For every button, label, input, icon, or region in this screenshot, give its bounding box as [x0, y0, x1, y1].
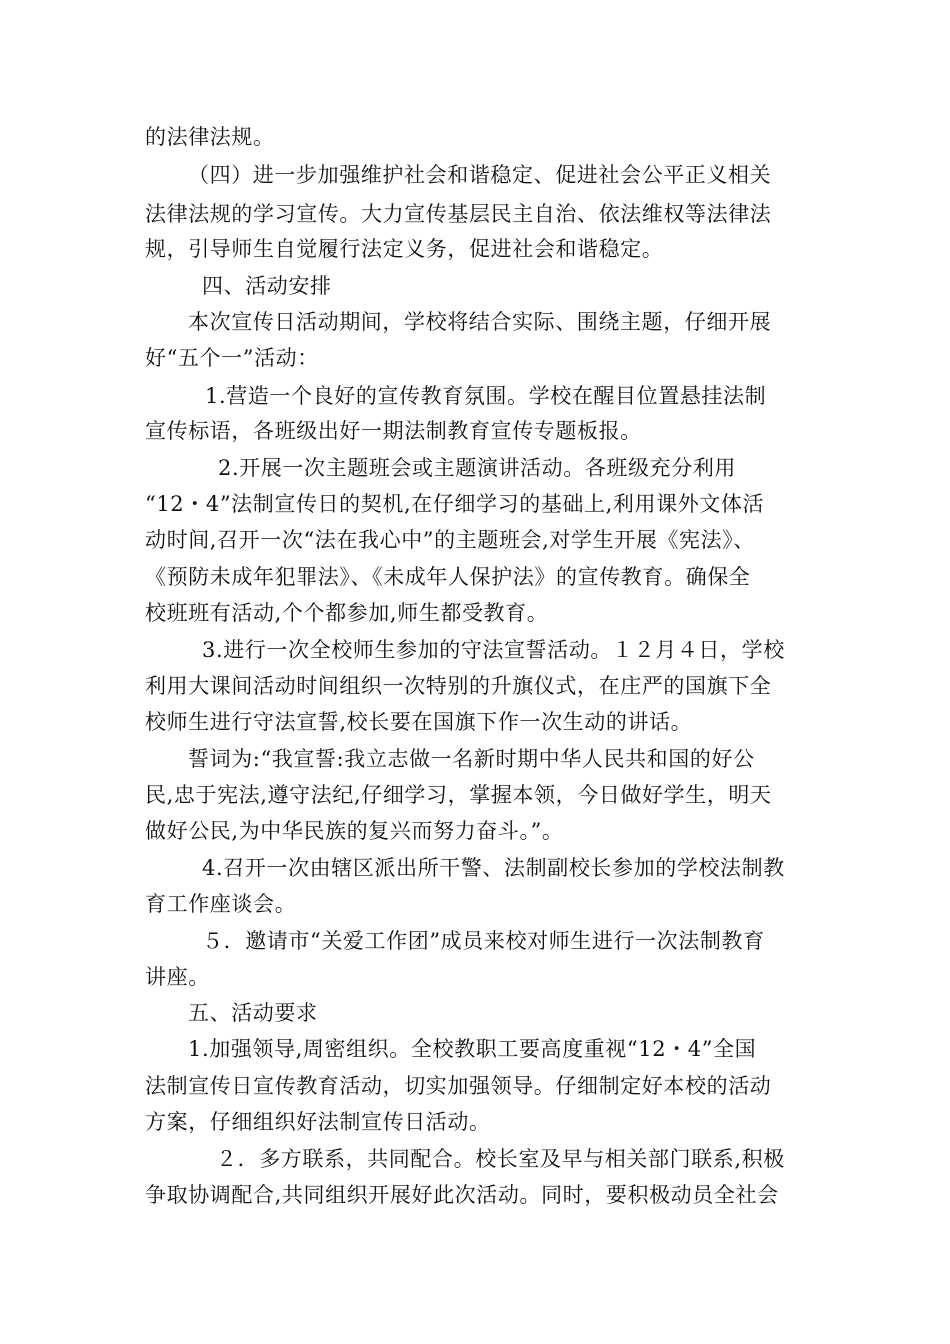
text-line: 校师生进行守法宣誓,校长要在国旗下作一次生动的讲话。	[145, 710, 693, 734]
text-line: 育工作座谈会。	[145, 892, 297, 916]
text-line: 本次宣传日活动期间，学校将结合实际、围绕主题，仔细开展	[188, 310, 772, 334]
text-line: 校班班有活动,个个都参加,师生都受教育。	[145, 601, 549, 625]
text-line: 法制宣传日宣传教育活动，切实加强领导。仔细制定好本校的活动	[145, 1074, 772, 1098]
text-line: 2.开展一次主题班会或主题演讲活动。各班级充分利用	[218, 456, 737, 480]
text-line: 好“五个一”活动：	[145, 346, 319, 370]
text-line: 4.召开一次由辖区派出所干警、法制副校长参加的学校法制教	[202, 856, 785, 880]
text-line: 宣传标语，各班级出好一期法制教育宣传专题板报。	[145, 419, 642, 443]
text-line: 民,忠于宪法,遵守法纪,仔细学习，掌握本领，今日做好学生，明天	[145, 783, 772, 807]
text-line: 的法律法规。	[145, 125, 275, 149]
text-line: 争取协调配合,共同组织开展好此次活动。同时，要积极动员全社会	[145, 1183, 779, 1207]
text-line: 讲座。	[145, 965, 210, 989]
section-heading: 四、活动安排	[202, 274, 332, 298]
text-line: 1.加强领导,周密组织。全校教职工要高度重视“12・4”全国	[188, 1037, 757, 1061]
text-line: 誓词为:“我宣誓:我立志做一名新时期中华人民共和国的好公	[188, 747, 755, 771]
text-line: 做好公民,为中华民族的复兴而努力奋斗。”。	[145, 819, 564, 843]
text-line: 规，引导师生自觉履行法定义务，促进社会和谐稳定。	[145, 237, 664, 261]
text-line: 动时间,召开一次“法在我心中”的主题班会,对学生开展《宪法》、	[145, 528, 755, 552]
text-line: （四）进一步加强维护社会和谐稳定、促进社会公平正义相关	[188, 163, 772, 187]
text-line: 法律法规的学习宣传。大力宣传基层民主自治、依法维权等法律法	[145, 202, 772, 226]
text-line: ５．邀请市“关爱工作团”成员来校对师生进行一次法制教育	[202, 929, 765, 953]
section-heading: 五、活动要求	[188, 1001, 318, 1025]
text-line: 方案，仔细组织好法制宣传日活动。	[145, 1110, 491, 1134]
text-line: 1.营造一个良好的宣传教育氛围。学校在醒目位置悬挂法制	[205, 384, 767, 408]
text-line: “12・4”法制宣传日的契机,在仔细学习的基础上,利用课外文体活	[145, 492, 765, 516]
text-line: ２．多方联系，共同配合。校长室及早与相关部门联系,积极	[216, 1147, 785, 1171]
text-line: 《预防未成年犯罪法》、《未成年人保护法》的宣传教育。确保全	[145, 565, 751, 589]
text-line: 3.进行一次全校师生参加的守法宣誓活动。１２月４日，学校	[202, 638, 785, 662]
text-line: 利用大课间活动时间组织一次特别的升旗仪式，在庄严的国旗下全	[145, 674, 772, 698]
